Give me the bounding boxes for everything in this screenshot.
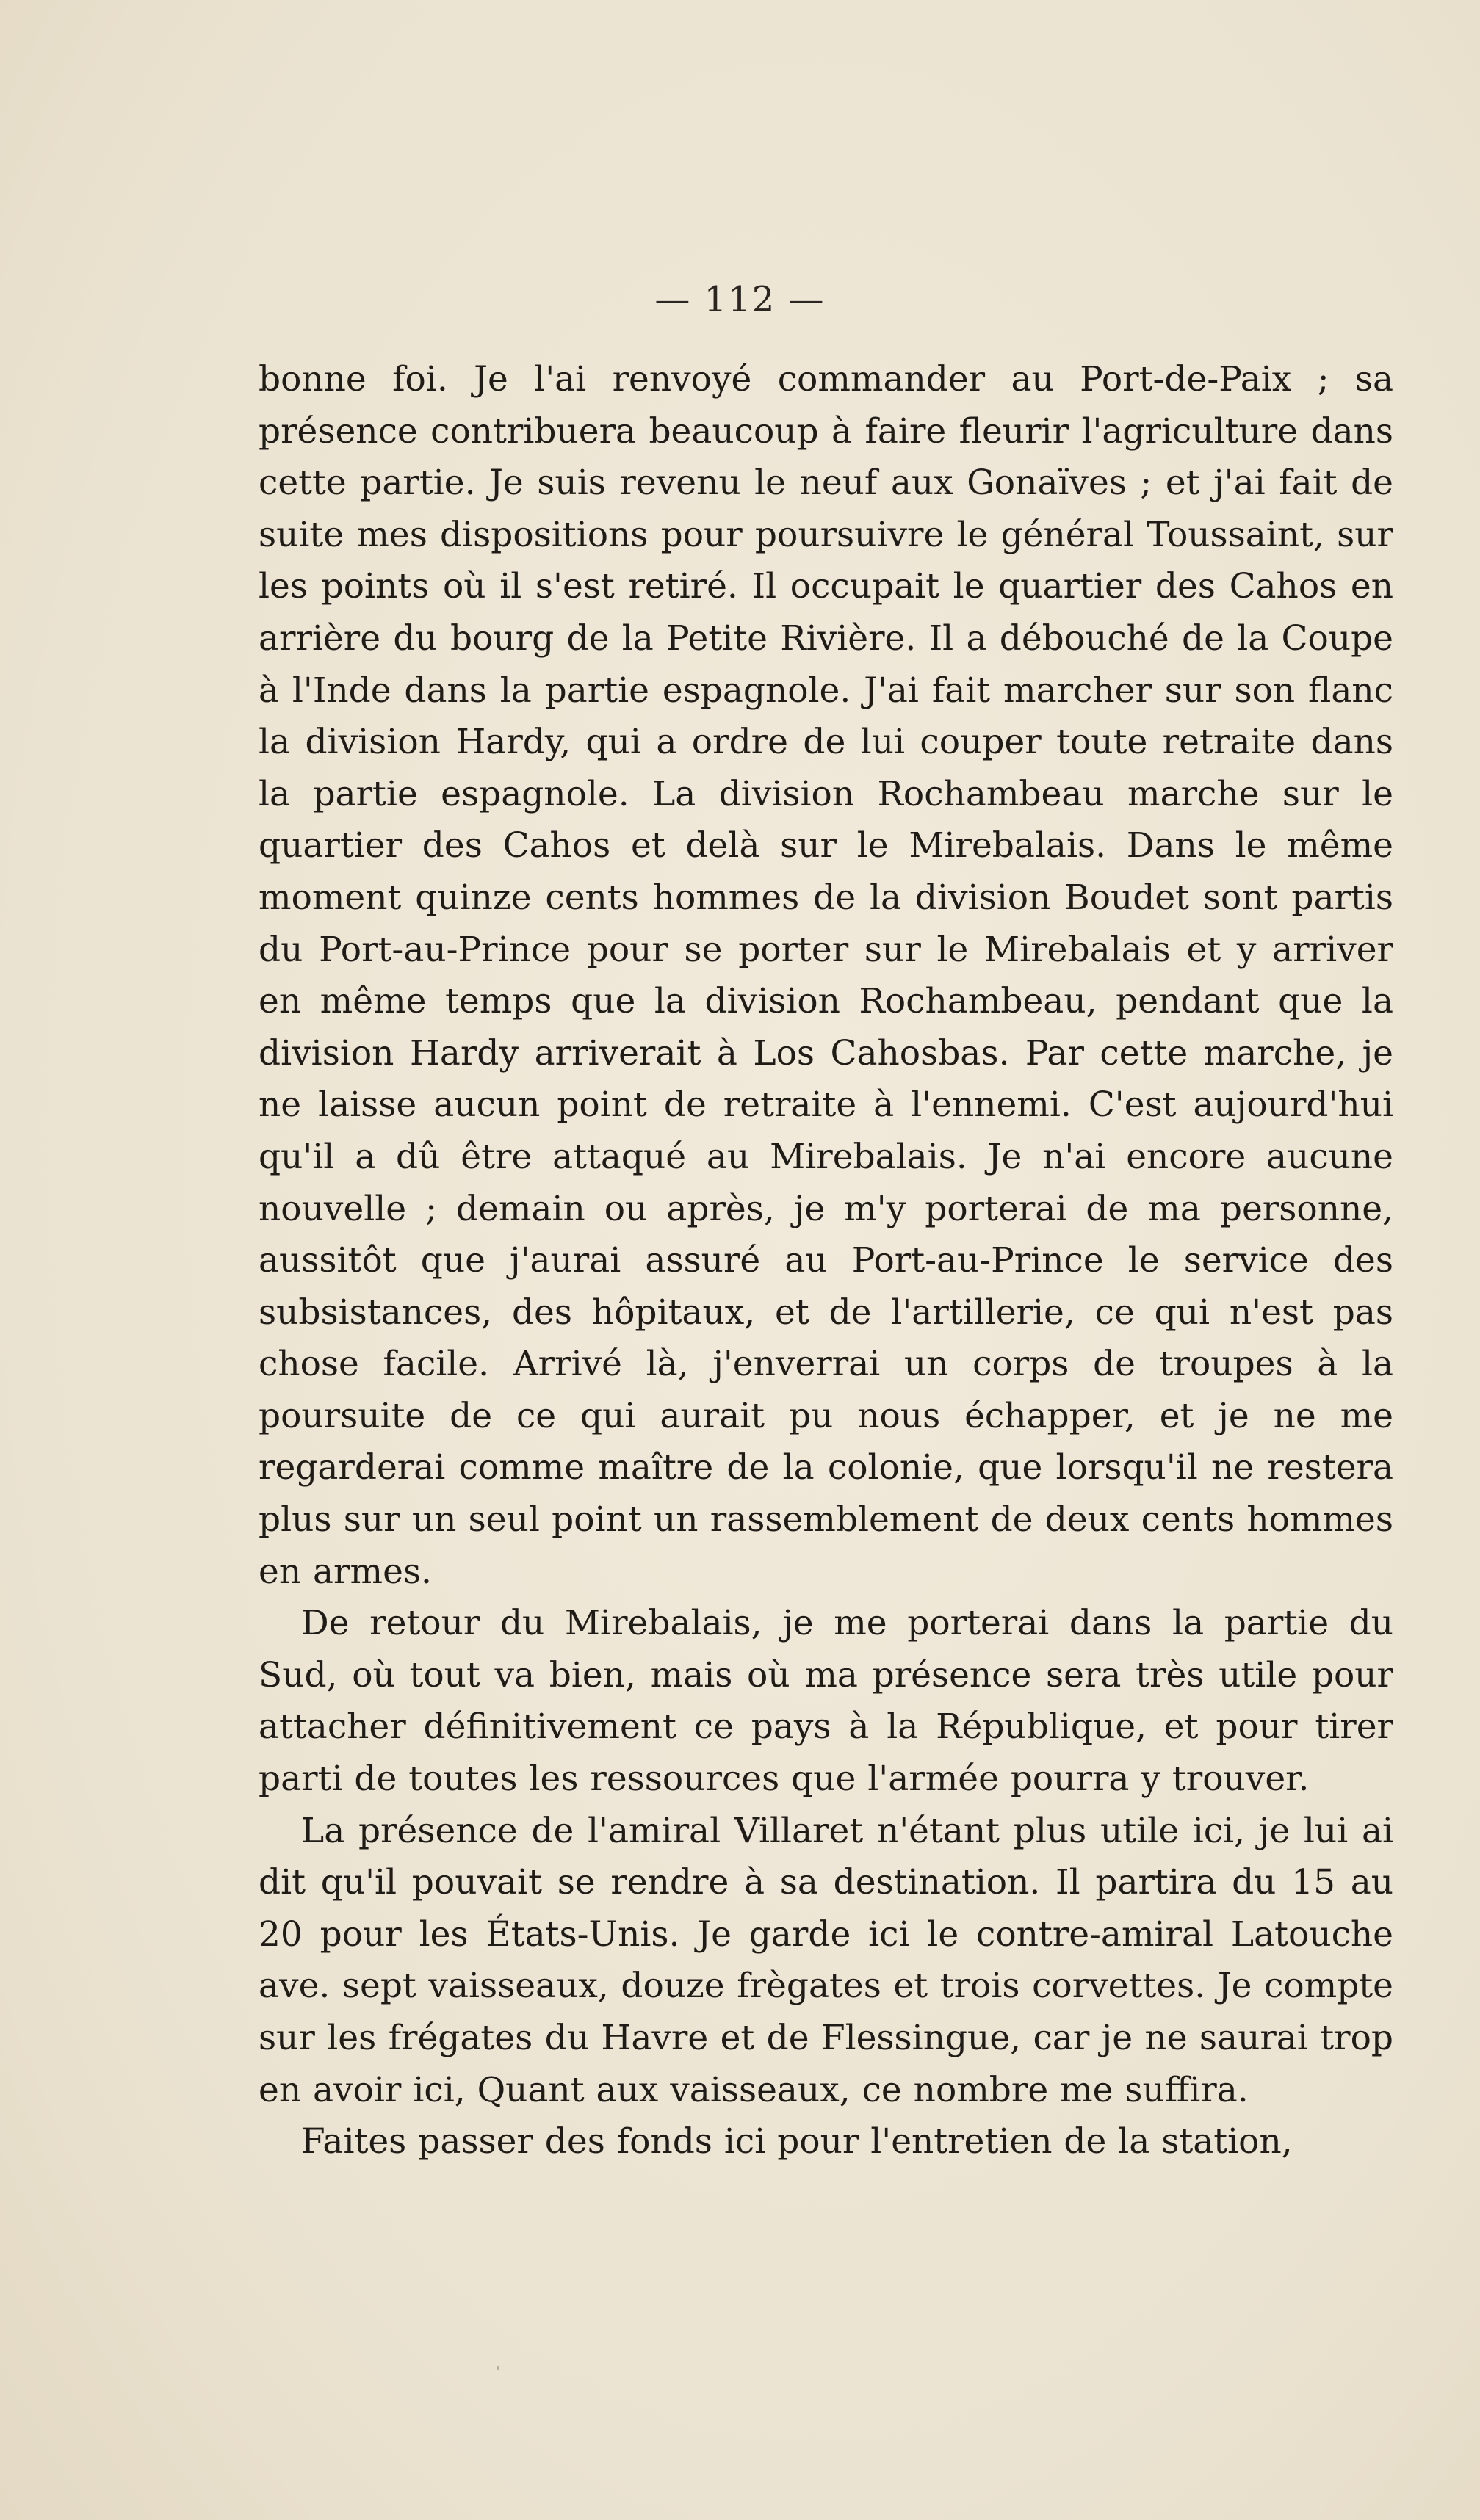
paper-speck: [497, 2366, 499, 2370]
paragraph-3: La présence de l'amiral Villaret n'étant plus utile ici, je lui ai dit qu'il pouvait se rendre à sa destination. Il partira du 15 au 20 pour les États-Unis. Je garde ici le contre-amiral Latouche ave. sept vaisseaux, douze frègates et trois corvettes. Je compte sur les frégates du Havre et de Flessingue, car je ne saurai trop en avoir ici, Quant aux vaisseaux, ce nombre me suffira.: [259, 1810, 1393, 2110]
page-number: — 112 —: [654, 279, 826, 320]
paragraph-1: bonne foi. Je l'ai renvoyé commander au Port-de-Paix ; sa présence contribuera beaucoup à faire fleurir l'agriculture dans cette partie. Je suis revenu le neuf aux Gonaïves ; et j'ai fait de suite mes dispositions pour poursuivre le général Toussaint, sur les points où il s'est retiré. Il occupait le quartier des Cahos en arrière du bourg de la Petite Rivière. Il a débouché de la Coupe à l'Inde dans la partie espagnole. J'ai fait marcher sur son flanc la division Hardy, qui a ordre de lui couper toute retraite dans la partie espagnole. La division Rochambeau marche sur le quartier des Cahos et delà sur le Mirebalais. Dans le même moment quinze cents hommes de la division Boudet sont partis du Port-au-Prince pour se porter sur le Mirebalais et y arriver en même temps que la division Rochambeau, pendant que la division Hardy arriverait à Los Cahosbas. Par cette marche, je ne laisse aucun point de retraite à l'ennemi. C'est aujourd'hui qu'il a dû être attaqué au Mirebalais. Je n'ai encore aucune nouvelle ; demain ou après, je m'y porterai de ma personne, aussitôt que j'aurai assuré au Port-au-Prince le service des subsistances, des hôpitaux, et de l'artillerie, ce qui n'est pas chose facile. Arrivé là, j'enverrai un corps de troupes à la poursuite de ce qui aurait pu nous échapper, et je ne me regarderai comme maître de la colonie, que lorsqu'il ne restera plus sur un seul point un rassemblement de deux cents hommes en armes.: [259, 359, 1393, 1592]
paragraph-2: De retour du Mirebalais, je me porterai dans la partie du Sud, où tout va bien, mais où ma présence sera très utile pour attacher définitivement ce pays à la République, et pour tirer parti de toutes les ressources que l'armée pourra y trouver.: [259, 1603, 1393, 1800]
body-text: [259, 354, 1393, 2168]
paragraph-4: Faites passer des fonds ici pour l'entretien de la station,: [301, 2121, 1293, 2162]
